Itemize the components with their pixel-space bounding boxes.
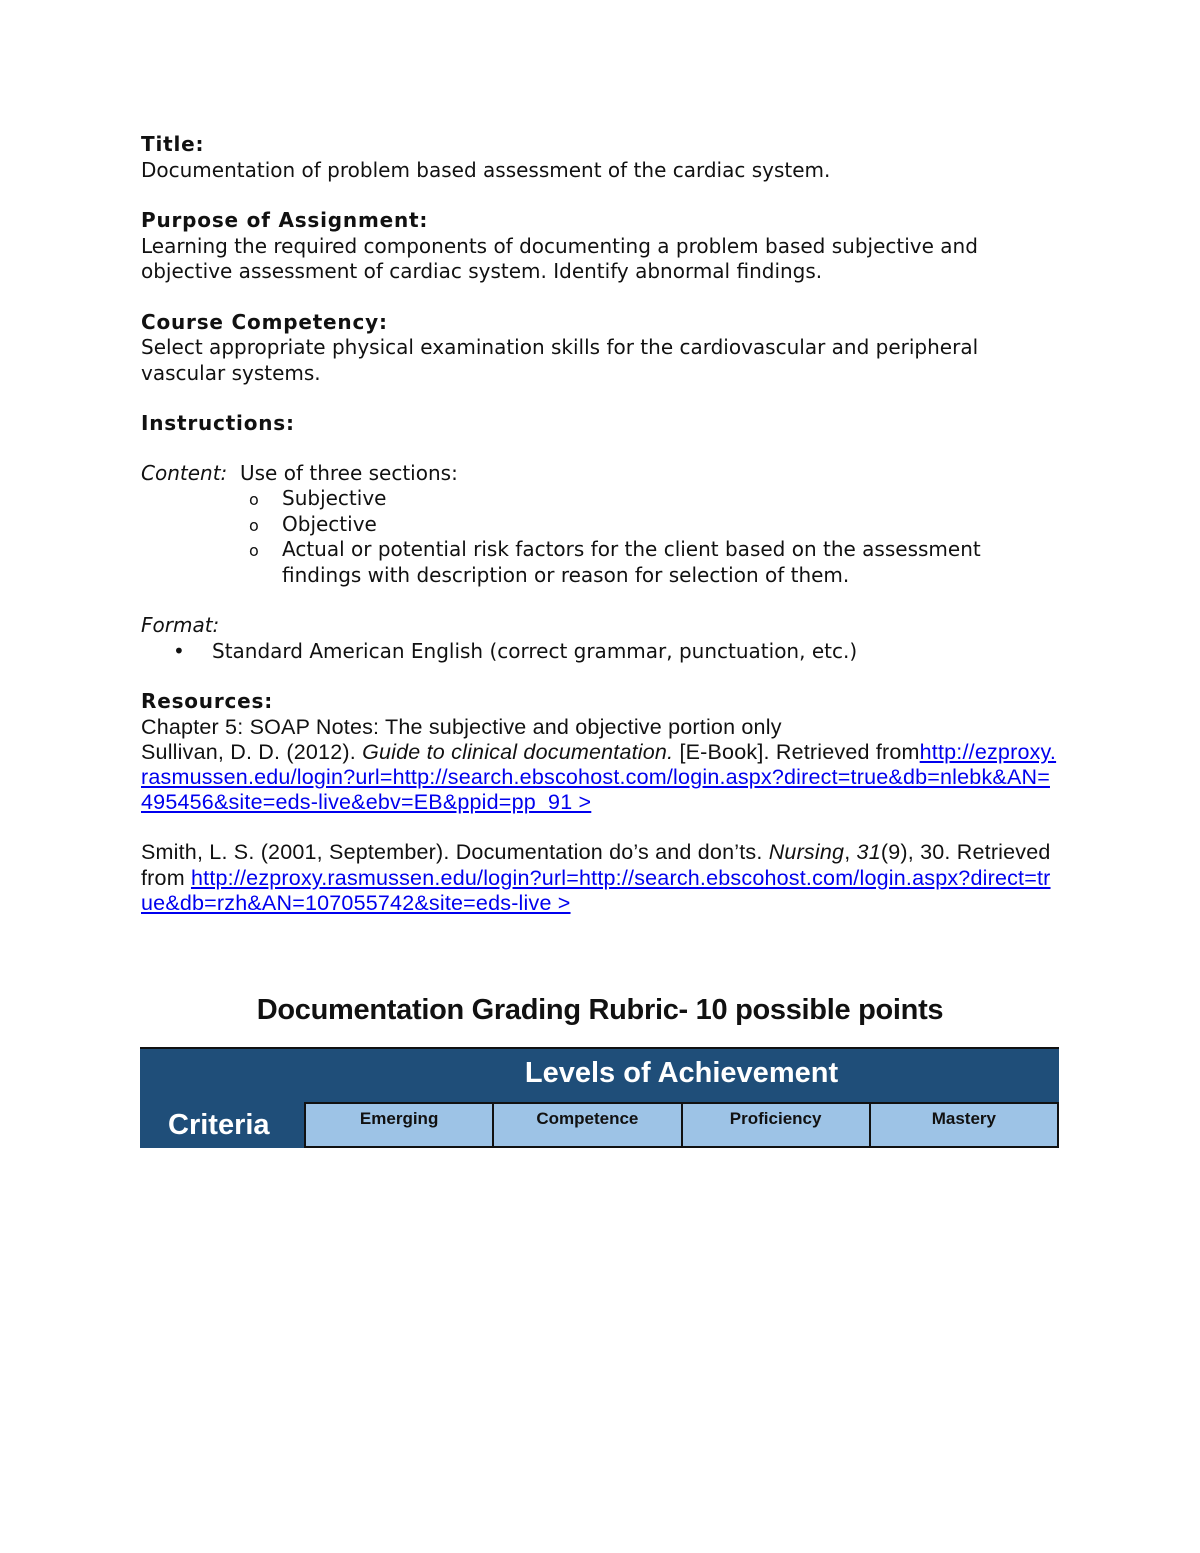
levels-row [304, 1102, 1059, 1148]
competency-text: Select appropriate physical examination skills for the cardiovascular and peripheral vascular systems. [141, 335, 979, 385]
smith-link[interactable]: http://ezproxy.rasmussen.edu/login?url=http://search.ebscohost.com/login.aspx?direct=true&db=rzh&AN=107055742&site=eds-live > [141, 865, 1051, 915]
resources-heading: Resources: [141, 689, 274, 713]
title-text: Documentation of problem based assessment of the cardiac system. [141, 157, 831, 182]
format-list [141, 639, 1061, 665]
title-heading: Title: [141, 132, 205, 156]
criteria-label: Criteria [168, 1109, 270, 1141]
purpose-heading: Purpose of Assignment: [141, 208, 429, 232]
level-proficiency: Proficiency [683, 1104, 871, 1146]
content-list [141, 486, 1061, 588]
reference-sullivan: Sullivan, D. D. (2012). Guide to clinical documentation. [E-Book]. Retrieved fromhttp://ezproxy.rasmussen.edu/login?url=http://search.ebscohost.com/login.aspx?direct=true&db=nlebk&AN=495456&site=eds-live&ebv=EB&ppid=pp_91 > [141, 739, 1057, 815]
rubric-title: Documentation Grading Rubric- 10 possible points [256, 994, 944, 1026]
level-mastery: Mastery [931, 1109, 996, 1128]
list-item: o Subjective [249, 486, 1061, 512]
circle-bullet-icon: o [249, 490, 259, 509]
sullivan-link[interactable]: http://ezproxy.rasmussen.edu/login?url=http://search.ebscohost.com/login.aspx?direct=true&db=nlebk&AN=495456&site=eds-live&ebv=EB&ppid=pp_91 > [141, 739, 1057, 815]
list-item: o Objective [249, 512, 1061, 538]
content-line [141, 461, 1061, 487]
content-intro: Use of three sections: [240, 460, 458, 485]
chapter-text: Chapter 5: SOAP Notes: The subjective and objective portion only [141, 714, 782, 739]
list-item: • Standard American English (correct grammar, punctuation, etc.) [173, 638, 858, 663]
levels-heading: Levels of Achievement [524, 1057, 839, 1089]
format-label: Format: [141, 613, 220, 637]
rubric-table-header [140, 1047, 1059, 1148]
list-item: o Actual or potential risk factors for the client based on the assessment findings with description or reason for selection of them. [249, 537, 981, 587]
dot-bullet-icon: • [173, 638, 185, 663]
content-label: Content: [141, 460, 228, 485]
reference-smith: Smith, L. S. (2001, September). Documentation do’s and don’ts. Nursing, 31(9), 30. Retrieved from http://ezproxy.rasmussen.edu/login?url=http://search.ebscohost.com/login.aspx?direct=true&db=rzh&AN=107055742&site=eds-live > [141, 840, 1051, 915]
instructions-heading: Instructions: [141, 411, 295, 435]
competency-heading: Course Competency: [141, 309, 388, 334]
purpose-text: Learning the required components of documenting a problem based subjective and objective assessment of cardiac system. Identify abnormal findings. [141, 233, 978, 283]
circle-bullet-icon: o [249, 515, 259, 535]
level-competence: Competence [494, 1104, 682, 1146]
assignment-body [141, 132, 1061, 916]
level-emerging: Emerging [306, 1104, 494, 1146]
circle-bullet-icon: o [249, 541, 259, 560]
